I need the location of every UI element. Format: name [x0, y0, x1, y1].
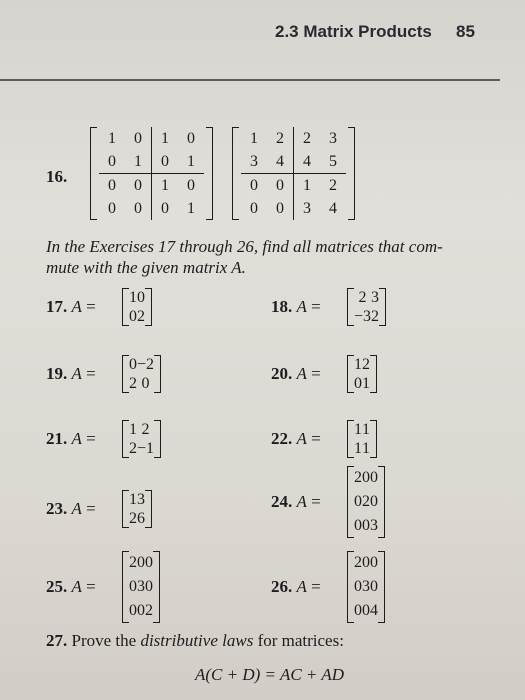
exercise-23-matrix-cell: 6	[137, 509, 145, 527]
page-number: 85	[456, 22, 475, 41]
exercise-24-matrix-row	[354, 514, 378, 538]
exercise-21-matrix	[122, 420, 161, 458]
exercise-17-matrix	[122, 288, 152, 326]
exercise-24-label	[271, 492, 321, 512]
exercise-16-left-cell: 0	[99, 150, 125, 174]
exercise-20-matrix-cell: 0	[354, 374, 362, 392]
matrix-assignment-label: A =	[71, 577, 96, 596]
exercise-19-matrix-cell: −2	[137, 355, 155, 373]
exercise-26-matrix-row	[354, 599, 378, 623]
exercise-27-text-after: for matrices:	[253, 631, 344, 650]
exercise-18-number: 18.	[271, 297, 297, 316]
exercise-16-right-cell: 0	[267, 197, 294, 220]
exercise-17-matrix-row	[129, 288, 145, 307]
exercise-18-matrix-cell: 3	[371, 288, 380, 306]
exercise-16-right-cell: 0	[250, 176, 258, 194]
exercise-26-matrix-cell: 0	[370, 554, 378, 571]
exercise-22-matrix-cell: 1	[354, 420, 362, 438]
exercise-25-matrix-row	[129, 575, 153, 599]
matrix-assignment-label: A =	[296, 297, 321, 316]
exercise-21-matrix-row	[129, 420, 154, 439]
exercise-18-label	[271, 297, 321, 317]
exercise-23-label	[46, 499, 96, 519]
exercise-22-number: 22.	[271, 429, 297, 448]
exercise-16-right-cell: 0	[267, 174, 294, 198]
exercise-24-matrix-cell: 0	[362, 469, 370, 486]
exercise-22-matrix-cell: 1	[362, 439, 370, 457]
exercise-16-right-cell: 4	[329, 199, 337, 217]
exercise-26-matrix-row	[354, 575, 378, 599]
exercise-21-label	[46, 429, 96, 449]
exercise-25-matrix-cell: 0	[137, 602, 145, 619]
exercise-20-matrix-cell: 1	[362, 374, 370, 392]
exercise-25-matrix-cell: 0	[145, 578, 153, 595]
exercise-27	[46, 631, 344, 651]
exercise-16-right-row	[241, 150, 346, 174]
exercise-26-matrix-cell: 0	[354, 602, 362, 619]
exercise-16-right-row	[241, 174, 346, 198]
exercise-21-matrix-cell: 2	[141, 420, 150, 438]
exercise-21-matrix-cell: 2	[129, 439, 137, 457]
exercise-24-matrix-row	[354, 466, 378, 490]
exercise-24-matrix-cell: 0	[370, 469, 378, 486]
matrix-assignment-label: A =	[71, 297, 96, 316]
exercise-25-matrix-cell: 2	[145, 602, 153, 619]
exercise-18-matrix	[347, 288, 386, 326]
exercise-21-number: 21.	[46, 429, 72, 448]
exercise-20-matrix-cell: 2	[362, 355, 370, 373]
exercise-23-matrix-cell: 1	[129, 490, 137, 508]
exercise-21-matrix-row	[129, 439, 154, 458]
exercise-16-left-matrix	[90, 127, 213, 220]
exercise-16-right-cell: 1	[250, 129, 258, 147]
exercise-16-right-cell: 5	[320, 150, 346, 174]
exercise-19-matrix-cell: 0	[129, 355, 137, 373]
exercise-19-matrix-cell: 2	[129, 374, 137, 392]
exercise-16-right-cell: 4	[267, 150, 294, 174]
matrix-assignment-label: A =	[296, 429, 321, 448]
exercise-25-matrix-cell: 0	[129, 578, 137, 595]
exercise-16-number: 16.	[46, 167, 68, 186]
header-rule	[0, 79, 500, 81]
exercise-16-left-cell: 1	[125, 150, 152, 174]
intro-line-1: In the Exercises 17 through 26, find all matrices that com-	[46, 237, 443, 256]
exercise-21-matrix-cell: 1	[129, 420, 137, 438]
exercise-16-left-cell: 1	[178, 150, 204, 174]
exercise-25-matrix-cell: 0	[137, 554, 145, 571]
exercise-23-matrix-cell: 2	[129, 509, 137, 527]
exercise-16-left-cell: 0	[161, 199, 169, 217]
exercise-18-matrix-row	[354, 288, 379, 307]
exercise-25-matrix-cell: 0	[145, 554, 153, 571]
exercise-25-number: 25.	[46, 577, 72, 596]
exercise-18-matrix-cell: −3	[354, 307, 372, 325]
exercise-17-number: 17.	[46, 297, 72, 316]
exercise-16-right-cell: 3	[241, 150, 267, 174]
exercise-26-matrix-cell: 0	[362, 554, 370, 571]
exercise-17-matrix-cell: 0	[137, 288, 145, 306]
exercise-16-left-cell: 0	[152, 150, 179, 174]
exercise-22-matrix	[347, 420, 377, 458]
matrix-assignment-label: A =	[71, 429, 96, 448]
matrix-assignment-label: A =	[296, 577, 321, 596]
exercise-26-matrix-cell: 0	[354, 578, 362, 595]
section-title: 2.3 Matrix Products	[275, 22, 432, 41]
exercise-16-left-cell: 0	[187, 176, 195, 194]
exercise-25-label	[46, 577, 96, 597]
exercise-24-matrix-cell: 0	[354, 517, 362, 534]
matrix-assignment-label: A =	[296, 492, 321, 511]
exercise-23-matrix-row	[129, 509, 145, 528]
exercise-24-matrix-row	[354, 490, 378, 514]
matrix-assignment-label: A =	[71, 499, 96, 518]
exercise-17-matrix-row	[129, 307, 145, 326]
exercise-22-label	[271, 429, 321, 449]
exercise-27-emphasis: distributive laws	[140, 631, 254, 650]
exercise-16-right-cell: 3	[329, 129, 337, 147]
exercise-18-matrix-cell: 2	[358, 288, 367, 306]
exercise-24-matrix-cell: 3	[370, 517, 378, 534]
exercise-26-matrix-cell: 3	[362, 578, 370, 595]
exercise-20-matrix-row	[354, 355, 370, 374]
exercise-25-matrix-cell: 0	[129, 602, 137, 619]
exercise-24-matrix-cell: 0	[362, 517, 370, 534]
exercise-25-matrix	[122, 551, 160, 623]
exercise-16-right-cell: 4	[294, 150, 321, 174]
exercise-16-right-cell: 2	[303, 129, 311, 147]
exercise-19-matrix-cell: 0	[141, 374, 150, 392]
exercise-16-left-cell: 0	[125, 174, 152, 198]
exercise-19-label	[46, 364, 96, 384]
exercise-23-matrix-row	[129, 490, 145, 509]
exercise-16-left-row	[99, 150, 204, 174]
exercise-19-matrix-row	[129, 355, 154, 374]
exercise-25-matrix-row	[129, 551, 153, 575]
exercise-24-matrix-cell: 2	[354, 469, 362, 486]
exercise-16-right-cell: 2	[329, 176, 337, 194]
intro-line-2: mute with the given matrix A.	[46, 258, 246, 277]
exercise-17-matrix-cell: 1	[129, 288, 137, 306]
exercise-22-matrix-row	[354, 439, 370, 458]
exercise-26-matrix-cell: 0	[362, 602, 370, 619]
exercise-24-number: 24.	[271, 492, 297, 511]
exercise-19-matrix	[122, 355, 161, 393]
exercise-16-left-cell: 0	[108, 199, 116, 217]
exercise-16-right-row	[241, 127, 346, 150]
exercise-27-text-before: Prove the	[71, 631, 141, 650]
exercise-16-right-matrix	[232, 127, 355, 220]
exercise-16-left-cell: 1	[161, 176, 169, 194]
exercise-20-number: 20.	[271, 364, 297, 383]
exercise-26-matrix-cell: 0	[370, 578, 378, 595]
exercise-19-matrix-row	[129, 374, 154, 393]
matrix-assignment-label: A =	[296, 364, 321, 383]
exercise-18-matrix-cell: 2	[371, 307, 380, 325]
exercise-16-left-cell: 1	[187, 199, 195, 217]
exercise-21-matrix-cell: −1	[137, 439, 155, 457]
exercise-16-left-row	[99, 127, 204, 150]
exercise-24-matrix	[347, 466, 385, 538]
exercise-24-matrix-cell: 2	[362, 493, 370, 510]
exercise-26-matrix-cell: 4	[370, 602, 378, 619]
exercise-20-matrix	[347, 355, 377, 393]
exercise-16-left-cell: 0	[108, 176, 116, 194]
exercise-22-matrix-cell: 1	[362, 420, 370, 438]
exercise-19-number: 19.	[46, 364, 72, 383]
exercise-20-matrix-cell: 1	[354, 355, 362, 373]
matrix-assignment-label: A =	[71, 364, 96, 383]
exercise-17-matrix-cell: 2	[137, 307, 145, 325]
exercise-23-number: 23.	[46, 499, 72, 518]
exercise-16-left-cell: 1	[108, 129, 116, 147]
exercise-16-right-cell: 0	[250, 199, 258, 217]
exercise-27-number: 27.	[46, 631, 68, 650]
exercise-23-matrix	[122, 490, 152, 528]
exercise-16-right-cell: 2	[267, 127, 294, 150]
distributive-law-formula: A(C + D) = AC + AD	[195, 665, 345, 684]
exercise-22-matrix-row	[354, 420, 370, 439]
exercise-16-left-row	[99, 174, 204, 198]
exercise-24-matrix-cell: 0	[354, 493, 362, 510]
exercise-25-matrix-cell: 2	[129, 554, 137, 571]
exercise-25-matrix-row	[129, 599, 153, 623]
exercise-23-matrix-cell: 3	[137, 490, 145, 508]
exercise-20-label	[271, 364, 321, 384]
exercise-16-left-cell: 0	[187, 129, 195, 147]
exercise-26-matrix-cell: 2	[354, 554, 362, 571]
exercise-26-number: 26.	[271, 577, 297, 596]
exercise-17-label	[46, 297, 96, 317]
exercise-20-matrix-row	[354, 374, 370, 393]
exercise-26-matrix	[347, 551, 385, 623]
exercise-24-matrix-cell: 0	[370, 493, 378, 510]
exercise-16-left-cell: 0	[125, 127, 152, 150]
exercise-16-left-cell: 0	[125, 197, 152, 220]
exercise-18-matrix-row	[354, 307, 379, 326]
exercise-22-matrix-cell: 1	[354, 439, 362, 457]
exercise-17-matrix-cell: 0	[129, 307, 137, 325]
exercise-16-right-cell: 1	[303, 176, 311, 194]
exercise-26-label	[271, 577, 321, 597]
exercise-25-matrix-cell: 3	[137, 578, 145, 595]
exercise-16-right-cell: 3	[303, 199, 311, 217]
exercise-16-left-cell: 1	[161, 129, 169, 147]
exercise-16-left-row	[99, 197, 204, 220]
exercise-16-right-row	[241, 197, 346, 220]
exercise-26-matrix-row	[354, 551, 378, 575]
